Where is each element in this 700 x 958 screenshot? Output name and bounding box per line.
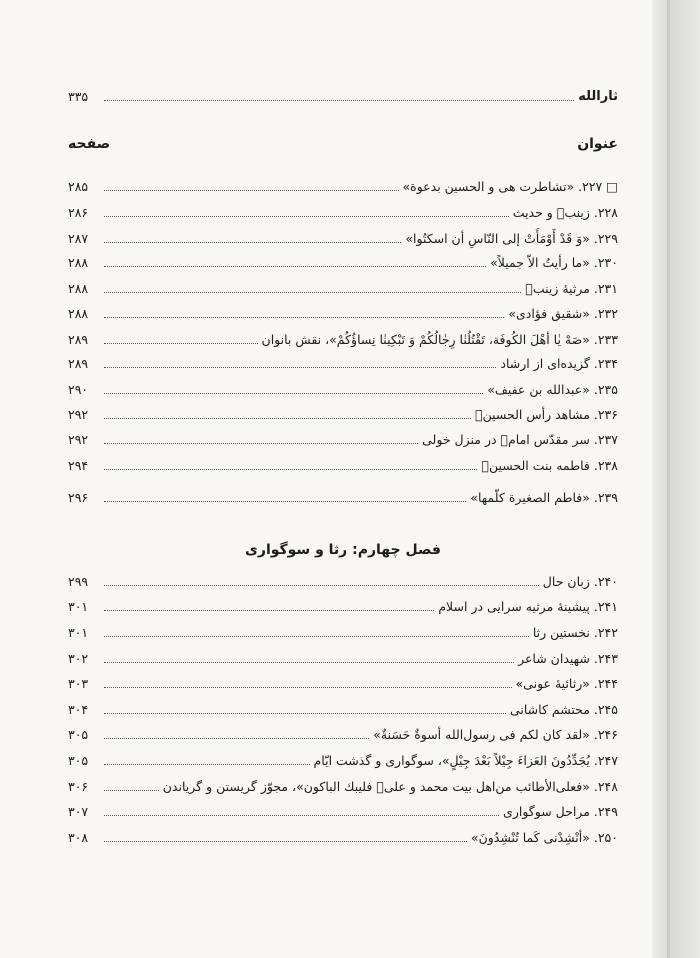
toc-entry [68,427,618,449]
toc-entry-top [68,84,618,106]
toc-entry [68,799,618,821]
dot-leader [104,738,369,739]
entry-title: ۲۳۷. سر مقدّس امامؑ در منزل خولی [422,432,618,447]
toc-entry [68,402,618,424]
toc-entry [68,250,618,272]
toc-entry [68,485,618,507]
toc-entry [68,774,618,796]
entry-page: ۳۰۶ [68,779,89,794]
dot-leader [104,585,539,586]
toc-entry [68,226,618,248]
entry-page: ۳۰۲ [68,651,89,666]
entry-title: ۲۳۵. «عبدالله بن عفیف» [487,382,618,397]
entry-page: ۲۹۹ [68,574,89,589]
entry-title: ۲۴۸. «فعلی‌الأطائب من‌اهل بیت محمد و علیؑ فلیبك الباكون»، مجوّز گریستن و گریاندن [162,779,618,794]
entry-title: ۲۳۸. فاطمه بنت الحسینؑ [481,458,618,473]
dot-leader [104,662,514,663]
entry-title: ۲۴۹. مراحل سوگواری [503,804,618,819]
toc-entry [68,825,618,847]
entry-page: ۲۸۸ [68,306,89,321]
entry-title: ۲۲۹. «وَ قَدْ أَوْمَأَتْ إلى النّاسِ أن اسكتُوا» [405,231,618,246]
entry-title: ۲۳۰. «ما رأیتُ الاّ جمیلاً» [490,255,618,270]
dot-leader [104,216,509,217]
toc-entry [68,620,618,642]
entry-title: ۲۴۱. پیشینهٔ مرثیه سرایی در اسلام [438,599,618,614]
entry-page: ۲۸۸ [68,281,89,296]
dot-leader [104,841,467,842]
entry-title: ۲۴۲. نخستین رثا [532,625,618,640]
toc-entry [68,301,618,323]
entry-title: ۲۳۹. «فاطم الصغیرة كلّمها» [470,490,618,505]
entry-title: ۲۴۷. یُجَدِّدُونَ العَزاءَ جِیْلاً بَعْدَ جِیْلٍ»، سوگواری و گذشت ایّام [313,753,618,768]
dot-leader [104,343,258,344]
toc-entry [68,697,618,719]
dot-leader [104,292,521,293]
entry-page: ۳۰۸ [68,830,89,845]
dot-leader [104,713,506,714]
entry-title: □ ۲۲۷. «تشاطرت هی و الحسین بدعوة» [402,179,618,194]
dot-leader [104,790,159,791]
entry-title: ۲۴۴. «رثائیهٔ عونی» [515,676,618,691]
title-column-label: عنوان [577,136,618,152]
dot-leader [104,610,434,611]
dot-leader [104,242,401,243]
entry-title: ۲۳۶. مشاهد رأس الحسینؑ [475,407,618,422]
entry-page: ۲۸۹ [68,356,89,371]
entry-title: ۲۴۵. محتشم كاشانی [509,702,618,717]
entry-page: ۳۰۱ [68,599,89,614]
entry-title: ۲۳۲. «شقیق فؤادی» [508,306,618,321]
toc-entry [68,671,618,693]
entry-title: ۲۳۱. مرثیهٔ زینبؑ [525,281,618,296]
entry-page: ۳۰۱ [68,625,89,640]
toc-entry [68,276,618,298]
dot-leader [104,815,499,816]
toc-entry [68,722,618,744]
page-edge-shadow [652,0,700,958]
entry-page: ۳۰۴ [68,702,89,717]
entry-title: ثارالله [578,89,618,104]
toc-entry [68,200,618,222]
dot-leader [104,636,529,637]
dot-leader [104,469,477,470]
entry-page: ۳۰۷ [68,804,89,819]
entry-title: ۲۴۶. «لقد كان لكم فی رسول‌الله أسوةٌ حَسَنةٌ» [373,727,618,742]
dot-leader [104,764,310,765]
entry-page: ۲۹۰ [68,382,89,397]
dot-leader [104,367,496,368]
toc-entry [68,174,618,196]
entry-page: ۲۸۵ [68,179,89,194]
entry-title: ۲۴۳. شهیدان شاعر [518,651,618,666]
entry-page: ۳۰۵ [68,727,89,742]
toc-header [68,136,618,152]
entry-page: ۳۰۵ [68,753,89,768]
toc-entry [68,646,618,668]
toc-entry [68,351,618,373]
toc-entry [68,748,618,770]
toc-entry [68,327,618,349]
entry-title: ۲۳۳. «صَهْ یٰا أهْلَ الكُوفَة، تَقْتُلُنٰا رِجٰالُكُمْ وَ تَبْكِینٰا نِساؤُكُمْ»، نقش بانوان [261,332,618,347]
entry-page: ۲۹۶ [68,490,89,505]
toc-entry [68,377,618,399]
page-column-label: صفحه [68,136,111,152]
entry-page: ۳۳۵ [68,89,89,104]
dot-leader [104,418,471,419]
page-edge-line [667,0,670,958]
entry-page: ۲۸۷ [68,231,89,246]
entry-page: ۲۸۶ [68,205,89,220]
entry-title: ۲۵۰. «أنْشِدْنی كَما تُنْشِدُونَ» [470,830,618,845]
entry-title: ۲۲۸. زینبؑ و حدیث [512,205,618,220]
dot-leader [104,100,574,101]
entry-page: ۲۹۴ [68,458,89,473]
toc-entry [68,569,618,591]
entry-title: ۲۳۴. گزیده‌ای از ارشاد [500,356,618,371]
dot-leader [104,266,486,267]
dot-leader [104,443,418,444]
chapter-title: فصل چهارم: رثا و سوگواری [245,542,441,558]
dot-leader [104,501,466,502]
entry-page: ۳۰۳ [68,676,89,691]
entry-page: ۲۹۲ [68,407,89,422]
dot-leader [104,687,512,688]
entry-page: ۲۸۸ [68,255,89,270]
entry-page: ۲۹۲ [68,432,89,447]
dot-leader [104,393,483,394]
toc-entry [68,594,618,616]
toc-entry [68,453,618,475]
dot-leader [104,317,504,318]
entry-page: ۲۸۹ [68,332,89,347]
dot-leader [104,190,399,191]
entry-title: ۲۴۰. زبان حال [542,574,618,589]
